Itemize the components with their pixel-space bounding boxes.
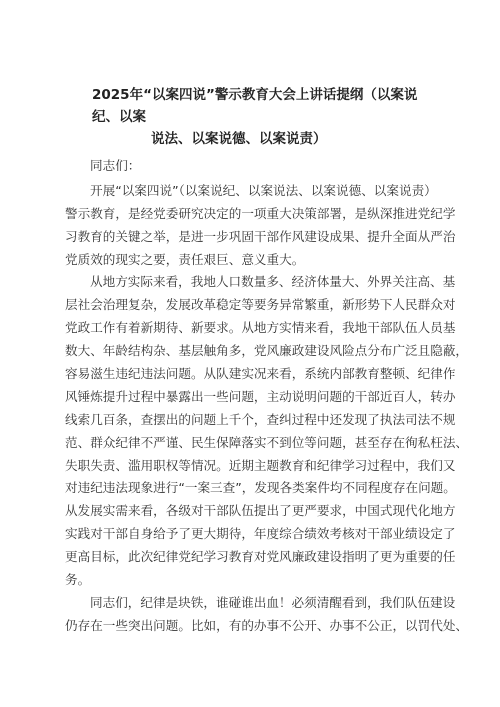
paragraph-line: 党质效的现实之要，责任艰巨、意义重大。 [65, 251, 305, 267]
paragraph-line: 务。 [65, 572, 91, 588]
paragraph-line: 失职失责、滥用职权等情况。近期主题教育和纪律学习过程中，我们又 [65, 457, 456, 473]
paragraph-line: 同志们，纪律是块铁，谁碰谁出血！必须清醒看到，我们队伍建设 [90, 594, 456, 610]
paragraph-2 [65, 271, 468, 591]
paragraph-line: 警示教育，是经党委研究决定的一项重大决策部署，是纵深推进党纪学 [65, 205, 456, 221]
paragraph-line: 党政工作有着新期待、新要求。从地方实情来看，我地干部队伍人员基 [65, 320, 456, 336]
paragraph-1 [65, 180, 468, 272]
paragraph-3 [65, 592, 468, 638]
paragraph-line: 容易滋生违纪违法问题。从队建实况来看，系统内部教育整顿、纪律作 [65, 366, 456, 382]
paragraph-line: 风锤炼提升过程中暴露出一些问题，主动说明问题的干部近百人，转办 [65, 388, 456, 404]
title-line-2: 说法、以案说德、以案说责） [151, 131, 327, 147]
document-body [65, 155, 468, 638]
paragraph-line: 从发展实需来看，各级对干部队伍提出了更严要求，中国式现代化地方 [65, 503, 456, 519]
paragraph-line: 线索几百条，查摆出的问题上千个，查纠过程中还发现了执法司法不规 [65, 411, 456, 427]
paragraph-line: 从地方实际来看，我地人口数量多、经济体量大、外界关注高、基 [90, 274, 456, 290]
paragraph-line: 更高目标，此次纪律党纪学习教育对党风廉政建设指明了更为重要的任 [65, 549, 456, 565]
paragraph-line: 层社会治理复杂，发展改革稳定等要务异常繁重，新形势下人民群众对 [65, 297, 456, 313]
paragraph-line: 范、群众纪律不严谨、民生保障落实不到位等问题，甚至存在徇私枉法、 [65, 434, 468, 450]
paragraph-line: 实践对干部自身给予了更大期待，年度综合绩效考核对干部业绩设定了 [65, 526, 456, 542]
paragraph-line: 开展“以案四说”（以案说纪、以案说法、以案说德、以案说责） [90, 182, 437, 198]
document-title [92, 84, 432, 150]
paragraph-line: 数大、年龄结构杂、基层触角多，党风廉政建设风险点分布广泛且隐蔽， [65, 343, 468, 359]
paragraph-line: 仍存在一些突出问题。比如，有的办事不公开、办事不公正，以罚代处、 [65, 617, 468, 633]
title-line-1: 2025年“以案四说”警示教育大会上讲话提纲（以案说纪、以案 [92, 87, 418, 125]
paragraph-line: 对违纪违法现象进行“一案三查”，发现各类案件均不同程度存在问题。 [65, 480, 456, 496]
paragraph-line: 习教育的关键之举，是进一步巩固干部作风建设成果、提升全面从严治 [65, 228, 456, 244]
salutation: 同志们： [90, 158, 141, 173]
